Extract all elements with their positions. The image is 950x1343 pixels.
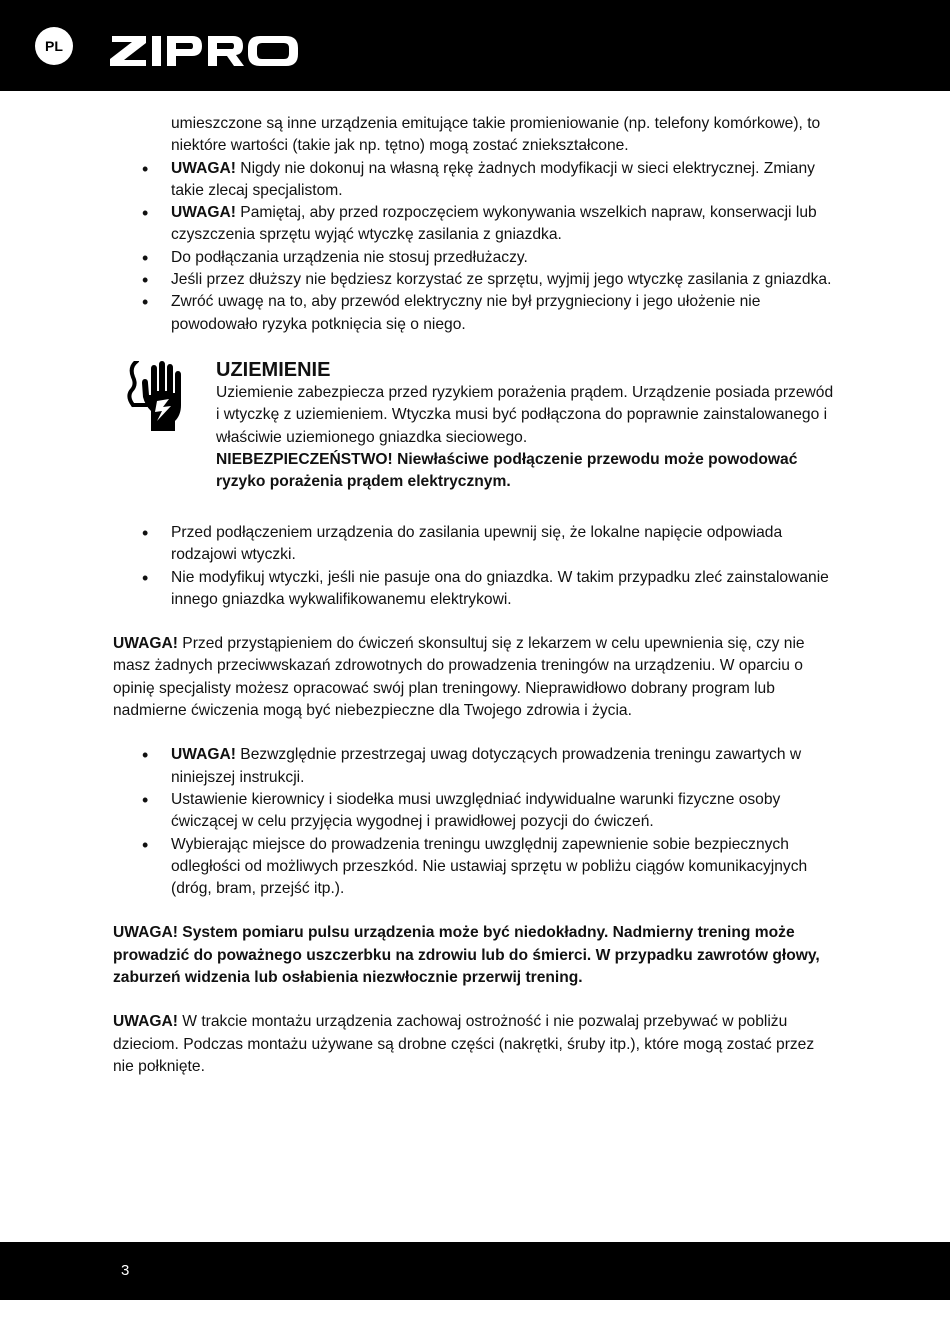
safety-bullet-list: [113, 158, 838, 336]
doctor-warning-paragraph: UWAGA! Przed przystąpieniem do ćwiczeń skonsultuj się z lekarzem w celu upewnienia się, czy nie masz żadnych przeciwwskazań zdrowotnych do prowadzenia treningów na urządzeniu. W oparciu o opinię specjalisty możesz opracować swój plan treningowy. Nieprawidłowo dobrany program lub nadmierne ćwiczenia mogą być niebezpieczne dla Twojego zdrowia i życia.: [113, 635, 805, 720]
page-header: [0, 0, 950, 91]
list-item: • UWAGA! Bezwzględnie przestrzegaj uwag dotyczących prowadzenia treningu zawartych w niniejszej instrukcji.: [113, 744, 838, 789]
pulse-warning-paragraph: UWAGA! System pomiaru pulsu urządzenia może być niedokładny. Nadmierny trening może prowadzić do poważnego uszczerbku na zdrowiu lub do śmierci. W przypadku zawrotów głowy, zaburzeń widzenia lub osłabienia niezwłocznie przerwij trening.: [113, 924, 820, 987]
brand-logo: [110, 34, 298, 68]
list-item: • Jeśli przez dłuższy nie będziesz korzystać ze sprzętu, wyjmij jego wtyczkę zasilania z gniazdka.: [113, 269, 838, 291]
grounding-title: UZIEMIENIE: [216, 358, 331, 381]
continuation-text: umieszczone są inne urządzenia emitujące takie promieniowanie (np. telefony komórkowe), to niektóre wartości (takie jak np. tętno) mogą zostać zniekształcone.: [171, 115, 821, 155]
list-item: • Zwróć uwagę na to, aby przewód elektryczny nie był przygnieciony i jego ułożenie nie powodowało ryzyka potknięcia się o niego.: [113, 291, 838, 336]
electric-shock-hand-icon: [127, 361, 189, 433]
list-item: • Wybierając miejsce do prowadzenia treningu uwzględnij zapewnienie sobie bezpiecznych odległości od możliwych przeszkód. Nie ustawiaj sprzętu w pobliżu ciągów komunikacyjnych (dróg, bram, przejść itp.).: [113, 834, 838, 901]
list-item: • Do podłączania urządzenia nie stosuj przedłużaczy.: [113, 247, 838, 269]
list-item: • UWAGA! Pamiętaj, aby przed rozpoczęciem wykonywania wszelkich napraw, konserwacji lub czyszczenia sprzętu wyjąć wtyczkę zasilania z gniazdka.: [113, 202, 838, 247]
assembly-warning-paragraph: UWAGA! W trakcie montażu urządzenia zachowaj ostrożność i nie pozwalaj przebywać w pobliżu dzieciom. Podczas montażu używane są drobne części (nakrętki, śruby itp.), które mogą zostać przez nie połknięte.: [113, 1013, 815, 1075]
page-number: 3: [121, 1262, 130, 1279]
training-bullet-list: [113, 744, 838, 900]
language-badge: PL: [35, 27, 73, 65]
page-footer: [0, 1242, 950, 1300]
list-item: • Przed podłączeniem urządzenia do zasilania upewnij się, że lokalne napięcie odpowiada rodzajowi wtyczki.: [113, 522, 838, 567]
list-item: • UWAGA! Nigdy nie dokonuj na własną rękę żadnych modyfikacji w sieci elektrycznej. Zmiany takie zlecaj specjalistom.: [113, 158, 838, 203]
power-bullet-list: [113, 522, 838, 611]
page-content: [113, 113, 838, 1078]
list-item: • Nie modyfikuj wtyczki, jeśli nie pasuje ona do gniazdka. W takim przypadku zleć zainstalowanie innego gniazdka wykwalifikowanemu elektrykowi.: [113, 567, 838, 612]
grounding-text: Uziemienie zabezpiecza przed ryzykiem porażenia prądem. Urządzenie posiada przewód i wtyczkę z uziemieniem. Wtyczka musi być podłączona do poprawnie zainstalowanego i właściwie uziemionego gniazdka sieciowego.: [216, 383, 834, 446]
grounding-danger: NIEBEZPIECZEŃSTWO! Niewłaściwe podłączenie przewodu może powodować ryzyko porażenia prądem elektrycznym.: [216, 450, 798, 491]
grounding-warning: [113, 358, 838, 500]
list-item: • Ustawienie kierownicy i siodełka musi uwzględniać indywidualne warunki fizyczne osoby ćwiczącej w celu przyjęcia wygodnej i prawidłowej pozycji do ćwiczeń.: [113, 789, 838, 834]
